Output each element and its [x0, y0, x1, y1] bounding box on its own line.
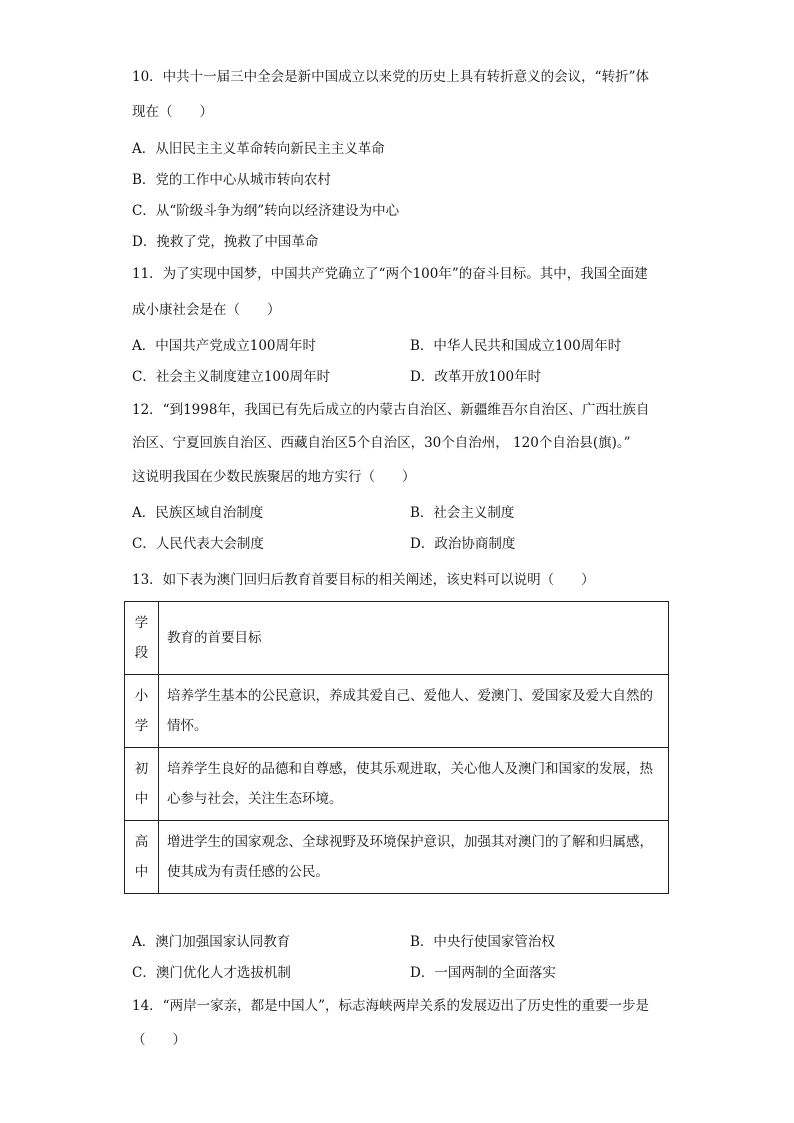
table-cell-stage-text: 初中 — [134, 761, 149, 807]
q13-option-d: D．一国两制的全面落实 — [410, 965, 556, 981]
q13-option-b: B．中央行使国家管治权 — [410, 934, 555, 950]
q14-stem: 14．“两岸一家亲，都是中国人”，标志海峡两岸关系的发展迈出了历史性的重要一步是 — [132, 998, 649, 1014]
table-row — [125, 821, 669, 894]
table-header-row — [125, 602, 669, 675]
q11-stem: 11．为了实现中国梦，中国共产党确立了“两个100年”的奋斗目标。其中，我国全面建 — [132, 266, 648, 282]
table-cell-stage — [125, 748, 159, 821]
q11-option-d: D．改革开放100年时 — [410, 369, 542, 385]
table-header-stage — [125, 602, 159, 675]
q11-option-c: C．社会主义制度建立100周年时 — [132, 369, 331, 385]
q14-stem-cont: （ ） — [132, 1032, 186, 1048]
table-cell-goal: 培养学生良好的品德和自尊感，使其乐观进取，关心他人及澳门和国家的发展，热心参与社会，关注生态环境。 — [159, 748, 669, 821]
q12-option-b: B．社会主义制度 — [410, 505, 515, 521]
q10-stem: 10．中共十一届三中全会是新中国成立以来党的历史上具有转折意义的会议，“转折”体 — [132, 69, 649, 85]
q12-stem: 12．“到1998年，我国已有先后成立的内蒙古自治区、新疆维吾尔自治区、广西壮族自 — [132, 402, 650, 418]
table-cell-goal: 增进学生的国家观念、全球视野及环境保护意识，加强其对澳门的了解和归属感，使其成为有责任感的公民。 — [159, 821, 669, 894]
q10-option-b: B．党的工作中心从城市转向农村 — [132, 172, 331, 188]
q10-option-d: D．挽救了党，挽救了中国革命 — [132, 234, 319, 250]
table-header-stage-text: 学段 — [134, 615, 149, 661]
q11-stem-cont: 成小康社会是在（ ） — [132, 302, 281, 318]
table-cell-stage-text: 小学 — [134, 688, 149, 734]
q10-option-c: C．从“阶级斗争为纲”转向以经济建设为中心 — [132, 203, 400, 219]
table-header-goal: 教育的首要目标 — [159, 602, 669, 675]
q12-option-a: A．民族区域自治制度 — [132, 505, 264, 521]
q13-option-a: A．澳门加强国家认同教育 — [132, 934, 291, 950]
table-cell-stage — [125, 675, 159, 748]
table-row — [125, 675, 669, 748]
education-goals-table — [124, 601, 669, 894]
table-row — [125, 748, 669, 821]
q11-option-b: B．中华人民共和国成立100周年时 — [410, 338, 622, 354]
q10-stem-cont: 现在（ ） — [132, 104, 213, 120]
q12-stem-cont: 治区、宁夏回族自治区、西藏自治区5个自治区，30个自治州， 120个自治县(旗)。” — [132, 435, 631, 451]
table-cell-stage — [125, 821, 159, 894]
q12-option-c: C．人民代表大会制度 — [132, 536, 264, 552]
q10-option-a: A．从旧民主主义革命转向新民主主义革命 — [132, 141, 385, 157]
q13-stem: 13．如下表为澳门回归后教育首要目标的相关阐述，该史料可以说明（ ） — [132, 572, 595, 588]
table-cell-goal: 培养学生基本的公民意识，养成其爱自己、爱他人、爱澳门、爱国家及爱大自然的情怀。 — [159, 675, 669, 748]
q12-stem-cont2: 这说明我国在少数民族聚居的地方实行（ ） — [132, 469, 416, 485]
q12-option-d: D．政治协商制度 — [410, 536, 516, 552]
q11-option-a: A．中国共产党成立100周年时 — [132, 338, 317, 354]
q13-option-c: C．澳门优化人才选拔机制 — [132, 965, 291, 981]
table-cell-stage-text: 高中 — [134, 834, 149, 880]
